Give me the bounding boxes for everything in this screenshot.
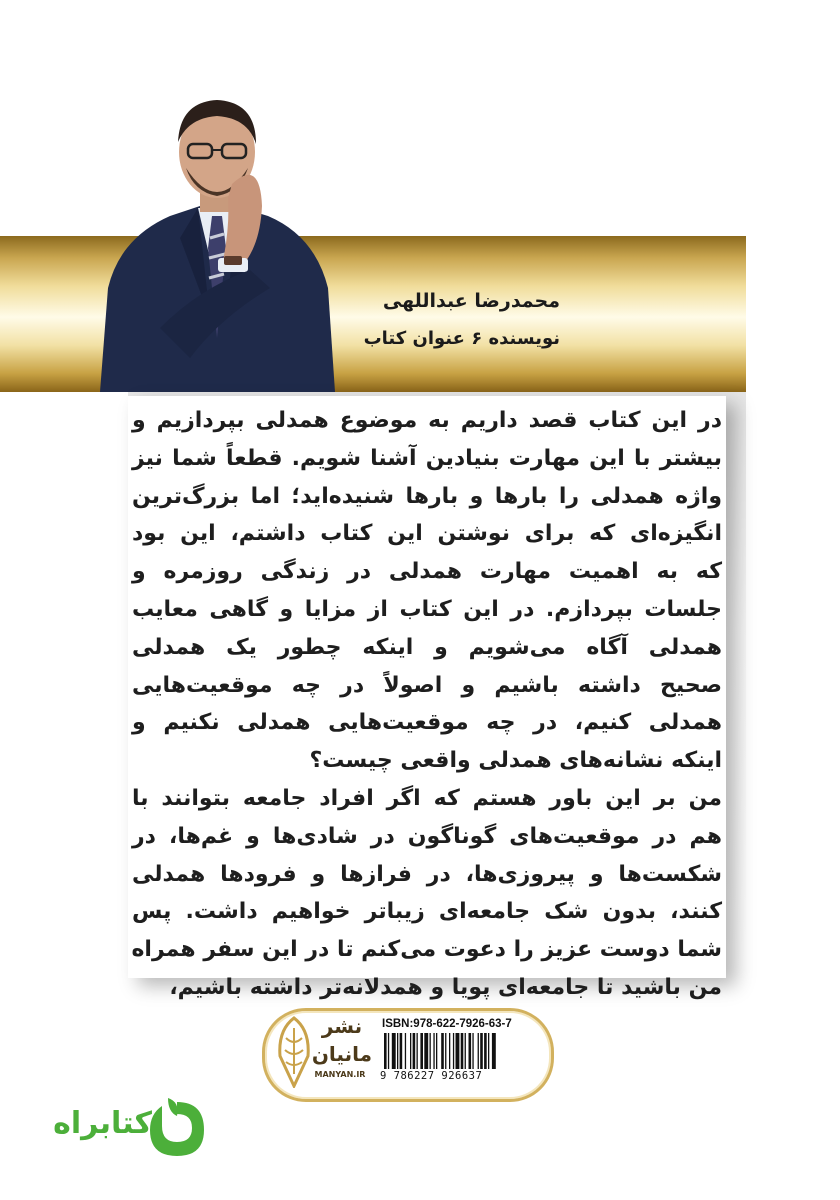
blurb-line: بیشتر با این مهارت بنیادین آشنا شویم. قطعاً شما نیز <box>132 445 722 471</box>
blurb-line: صحیح داشته باشیم و اصولاً در چه موقعیت‌هایی <box>132 672 722 698</box>
author-subtitle: نویسنده ۶ عنوان کتاب <box>363 328 560 349</box>
publisher-name-line2: مانیان <box>311 1042 372 1066</box>
publisher-site: MANYAN.IR <box>314 1070 366 1079</box>
blurb-line: در این کتاب قصد داریم به موضوع همدلی بپردازیم و <box>132 408 722 433</box>
blurb-text <box>132 402 722 1007</box>
barcode-digits: 9 786227 926637 <box>380 1070 483 1082</box>
blurb-line: کنند، بدون شک جامعه‌ای زیباتر خواهیم داشت. پس <box>132 899 722 925</box>
ketabrah-leaf-logo-icon <box>146 1096 208 1160</box>
isbn-label: ISBN:978-622-7926-63-7 <box>382 1018 512 1030</box>
blurb-line: شکست‌ها و پیروزی‌ها، در فرازها و فرودها همدلی <box>132 861 722 887</box>
blurb-line: همدلی آگاه می‌شویم و اینکه چطور یک همدلی <box>132 634 722 660</box>
blurb-line: همدلی کنیم، در چه موقعیت‌هایی همدلی نکنیم و <box>132 710 722 736</box>
blurb-line: من بر این باور هستم که اگر افراد جامعه بتوانند با <box>132 785 722 811</box>
blurb-line: انگیزه‌ای که برای نوشتن این کتاب داشتم، این بود <box>132 521 722 547</box>
barcode-icon <box>384 1033 530 1069</box>
author-name: محمدرضا عبداللهی <box>382 290 560 312</box>
blurb-line: واژه همدلی را بارها و بارها شنیده‌اید؛ اما بزرگ‌ترین <box>132 483 722 509</box>
brand-name: کتابراه <box>53 1106 152 1141</box>
blurb-line: من باشید تا جامعه‌ای پویا و همدلانه‌تر داشته باشیم، <box>169 974 722 1000</box>
blurb-line: جلسات بپردازم. در این کتاب از مزایا و گاهی معایب <box>132 596 722 622</box>
blurb-line: اینکه نشانه‌های همدلی واقعی چیست؟ <box>309 748 722 774</box>
blurb-line: که به اهمیت مهارت همدلی در زندگی روزمره و <box>132 559 722 585</box>
blurb-line: شما دوست عزیز را دعوت می‌کنم تا در این سفر همراه <box>131 937 722 963</box>
publisher-name-line1: نشر <box>321 1014 363 1038</box>
blurb-line: هم در موقعیت‌های گوناگون در شادی‌ها و غم‌ها، در <box>132 823 722 849</box>
